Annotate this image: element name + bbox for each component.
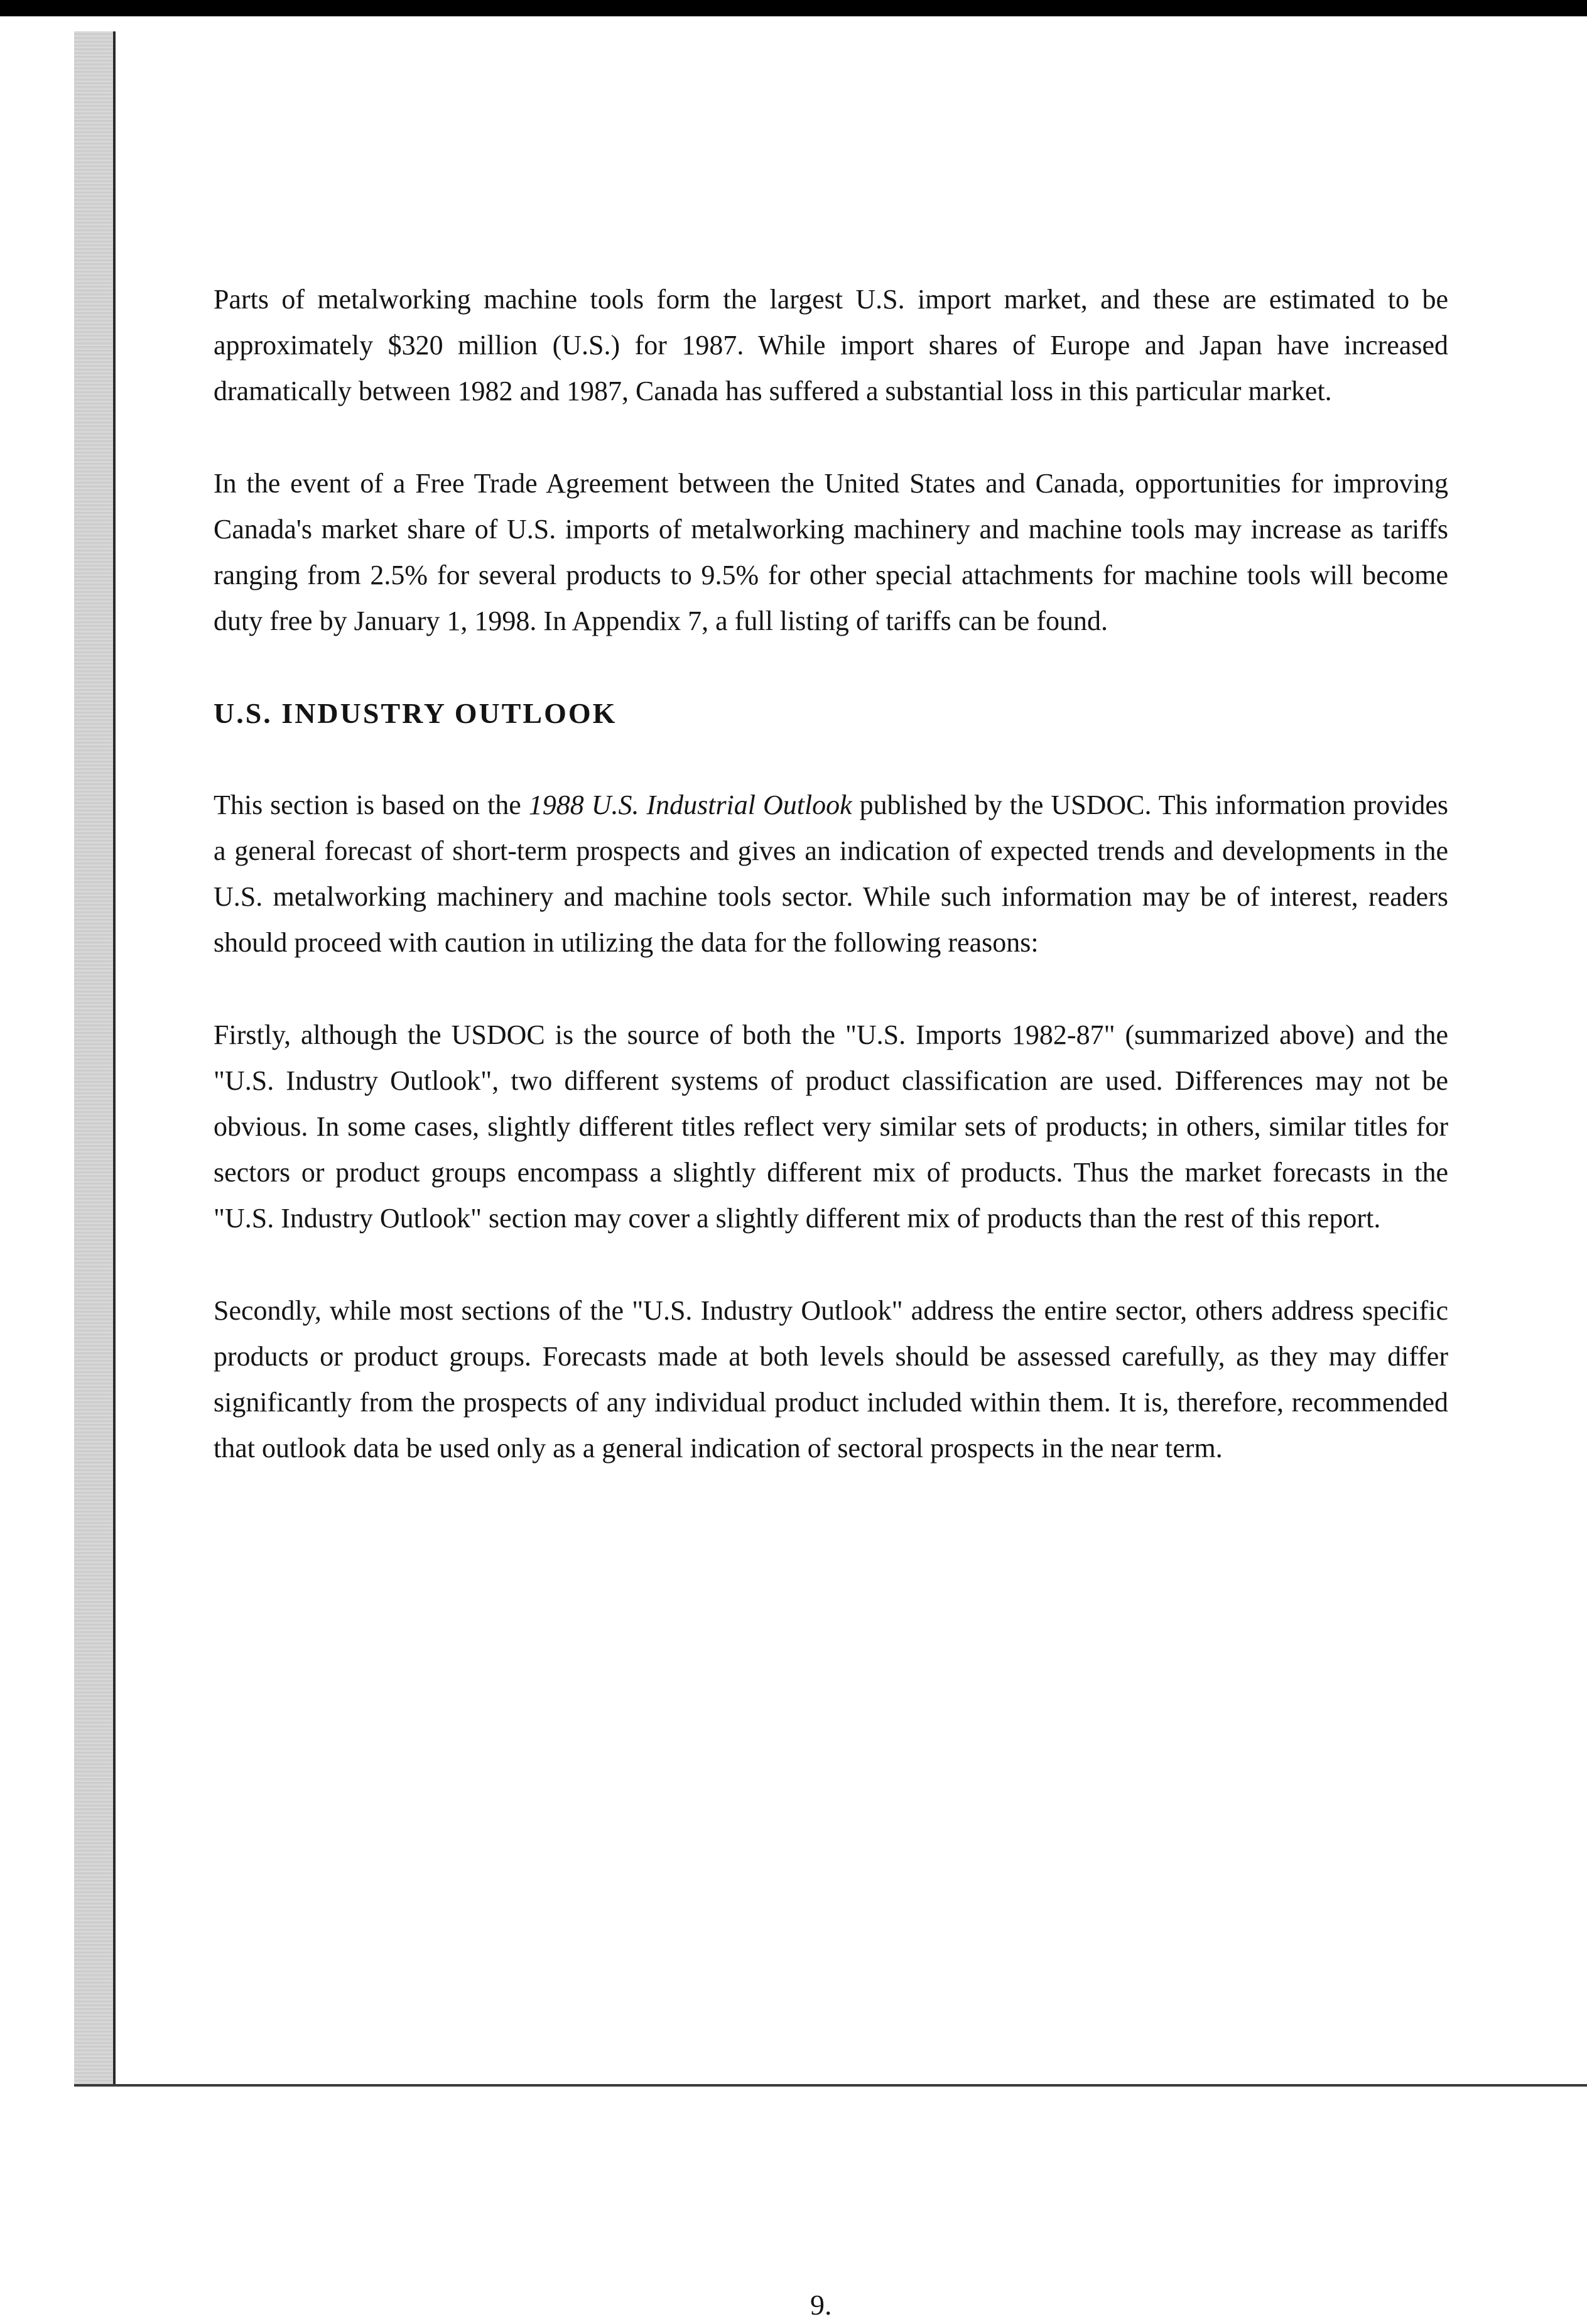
section-heading-industry-outlook: U.S. INDUSTRY OUTLOOK: [214, 697, 617, 729]
scan-left-edge-line: [113, 31, 116, 2085]
paragraph-parts-import-market: Parts of metalworking machine tools form the largest U.S. import market, and these are estimated to be approximately $320 million (U.S.) for 1987. While import shares of Europe and Japan have increased dramatically between 1982 and 1987, Canada has suffered a substantial loss in this particular market.: [214, 284, 1448, 406]
publication-title: 1988 U.S. Industrial Outlook: [528, 790, 852, 820]
paragraph-section-basis-rest: published by the USDOC. This information provides a general forecast of short-term prospects and gives an indication of expected trends and developments in the U.S. metalworking machinery and machine tools sector. While such information may be of interest, readers should proceed with caution in utilizing the data for the following reasons:: [214, 790, 1448, 958]
paragraph-secondly: Secondly, while most sections of the "U.S. Industry Outlook" address the entire sector, others address specific products or product groups. Forecasts made at both levels should be assessed carefully, as they may differ significantly from the prospects of any individual product included within them. It is, therefore, recommended that outlook data be used only as a general indication of sectoral prospects in the near term.: [214, 1295, 1448, 1463]
paragraph-section-basis: [214, 782, 1448, 965]
paragraph-free-trade-agreement: In the event of a Free Trade Agreement between the United States and Canada, opportunities for improving Canada's market share of U.S. imports of metalworking machinery and machine tools may increase as tariffs ranging from 2.5% for several products to 9.5% for other special attachments for machine tools will become duty free by January 1, 1998. In Appendix 7, a full listing of tariffs can be found.: [214, 468, 1448, 636]
document-body: [214, 276, 1448, 1471]
page-number: 9.: [810, 2289, 832, 2321]
scan-bottom-edge-line: [74, 2084, 1587, 2087]
paragraph-section-basis-lead: This section is based on the: [214, 790, 529, 820]
scan-left-binding-strip: [74, 31, 113, 2085]
scan-top-border: [0, 0, 1587, 16]
paragraph-firstly: Firstly, although the USDOC is the source of both the "U.S. Imports 1982-87" (summarized above) and the "U.S. Industry Outlook", two different systems of product classification are used. Differences may not be obvious. In some cases, slightly different titles reflect very similar sets of products; in others, similar titles for sectors or product groups encompass a slightly different mix of products. Thus the market forecasts in the "U.S. Industry Outlook" section may cover a slightly different mix of products than the rest of this report.: [214, 1019, 1448, 1234]
